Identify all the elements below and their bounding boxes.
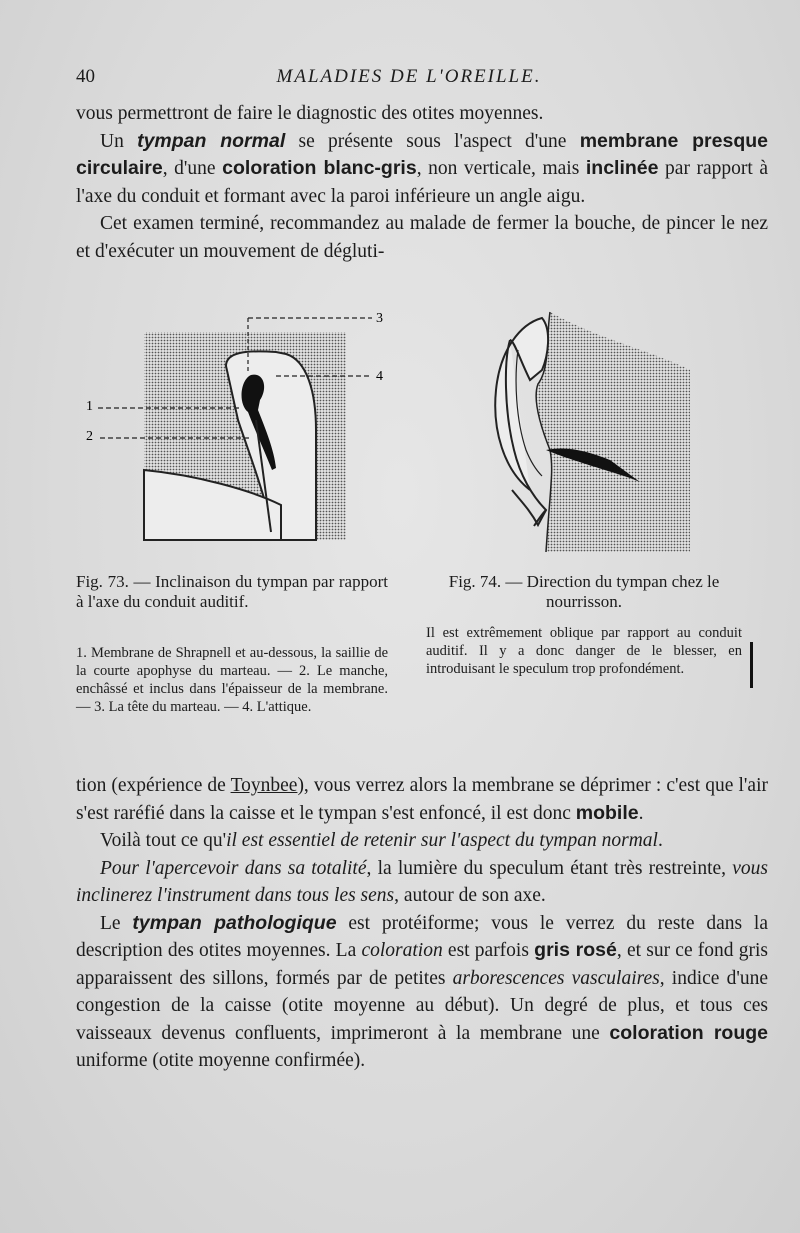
paragraph: Cet examen terminé, recommandez au malade de fermer la bouche, de pincer le nez et d'exécuter un mouvement de dégluti- (76, 213, 768, 262)
figure-74-caption: Fig. 74. — Direction du tympan chez le nourrisson. (448, 572, 720, 611)
fig73-label-2: 2 (86, 429, 93, 444)
paragraph: Un tympan normal se présente sous l'aspect d'une membrane presque circulaire, d'une coloration blanc-gris, non verticale, mais inclinée par rapport à l'axe du conduit et formant avec la paroi inférieure un angle aigu. (76, 129, 769, 207)
page-header (76, 66, 742, 94)
top-text (76, 100, 768, 265)
paragraph: Voilà tout ce qu'il est essentiel de retenir sur l'aspect du tympan normal. (100, 830, 663, 851)
fig73-label-4: 4 (376, 369, 383, 384)
bottom-text (76, 772, 768, 1075)
figure-73-legend: 1. Membrane de Shrapnell et au-dessous, la saillie de la courte apophyse du marteau. — 2. Le manche, enchâssé et inclus dans l'épaisseur de la membrane. — 3. La tête du marteau. — 4. L'attique. (76, 645, 388, 715)
figure-74-legend: Il est extrêmement oblique par rapport au conduit auditif. Il y a donc danger de le blesser, en introduisant le speculum trop profondément. (426, 625, 742, 677)
figure-73-caption: Fig. 73. — Inclinaison du tympan par rapport à l'axe du conduit auditif. (76, 572, 388, 611)
paragraph: Pour l'apercevoir dans sa totalité, la lumière du speculum étant très restreinte, vous inclinerez l'instrument dans tous les sens, autour de son axe. (76, 857, 768, 906)
figure-73-illustration (76, 300, 396, 552)
paragraph: Le tympan pathologique est protéiforme; vous le verrez du reste dans la description des otites moyennes. La coloration est parfois gris rosé, et sur ce fond gris apparaissent des sillons, formés par de petites arborescences vasculaires, indice d'une congestion de la caisse (otite moyenne au début). Un degré de plus, et tous ces vaisseaux devenus confluents, imprimeront à la membrane une coloration rouge uniforme (otite moyenne confirmée). (76, 911, 769, 1071)
margin-mark (750, 642, 753, 688)
running-title: MALADIES DE L'OREILLE. (276, 66, 542, 87)
figure-74-illustration (490, 300, 710, 552)
fig73-label-1: 1 (86, 399, 93, 414)
paragraph: tion (expérience de Toynbee), vous verrez alors la membrane se déprimer : c'est que l'air s'est raréfié dans la caisse et le tympan s'est enfoncé, il est donc mobile. (76, 775, 768, 824)
page-number: 40 (76, 66, 95, 87)
paragraph: vous permettront de faire le diagnostic des otites moyennes. (76, 103, 544, 124)
fig73-label-3: 3 (376, 311, 383, 326)
